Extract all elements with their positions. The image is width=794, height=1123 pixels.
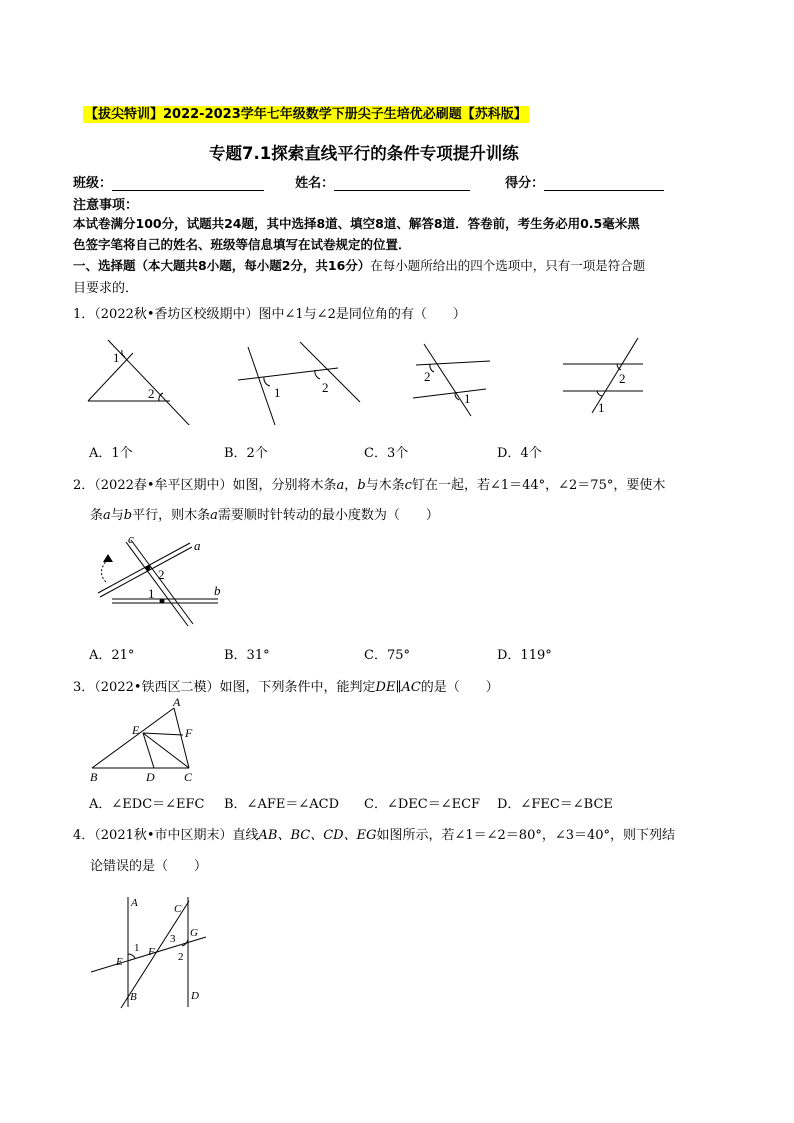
q2-var-c: c [404,478,412,493]
notice-line-1: 本试卷满分100分，试题共24题，其中选择8道、填空8道、解答8道．答卷前，考生务必用0.5毫米黑 [73,216,640,231]
q2-label-a: a [194,538,201,553]
q1-fig1-transversal [108,340,190,425]
q3-option-b[interactable]: B．∠AFE＝∠ACD [224,797,339,812]
q1-fig4-label-1: 1 [598,400,605,415]
q1-fig4-label-2: 2 [619,371,626,386]
q3-stem-a: 3．（2022•铁西区二模）如图，下列条件中，能判定 [73,680,376,695]
q2-var-b-2: b [123,508,133,523]
q4-stem-line-2: 论错误的是（ ） [90,859,208,874]
q2-var-a: a [336,478,345,493]
q2-stick-c-edge2 [131,540,193,624]
section-1-rest: 在每小题所给出的四个选项中，只有一项是符合题 [370,258,646,273]
q2-stem-2c: 平行，则木条 [132,508,211,523]
q1-option-c[interactable]: C．3个 [364,446,409,461]
q4-label-c: C [174,903,182,915]
q2-option-a[interactable]: A．21° [89,648,135,663]
q3-figure [84,696,204,784]
q2-label-b: b [214,583,221,598]
q1-fig3-bottom [413,389,486,398]
q1-option-b[interactable]: B．2个 [224,446,268,461]
q2-var-a-3: a [210,508,218,523]
q4-label-f: F [148,946,155,958]
q1-fig1-label-1: 1 [113,350,120,365]
q3-label-c: C [184,770,193,784]
q1-fig2-arc1 [264,377,270,386]
q1-fig1-left [88,353,133,401]
q2-var-b: b [357,478,366,493]
q1-fig2-left [248,347,275,425]
q2-stem-line-1 [73,474,665,493]
q1-fig3-label-1: 1 [464,391,471,406]
q1-stem: 1．（2022秋•香坊区校级期中）图中∠1与∠2是同位角的有（ ） [73,307,466,322]
q4-label-3: 3 [170,933,176,945]
page-title: 专题7.1探索直线平行的条件专项提升训练 [209,144,519,163]
name-label: 姓名： [295,176,335,191]
q1-fig3-top [416,361,490,365]
q2-stem-1b: 与木条 [365,478,405,493]
q3-label-b: B [90,770,98,784]
notice-line-2: 色签字笔将自己的姓名、班级等信息填写在试卷规定的位置． [73,237,411,252]
q4-stem-line-1 [73,824,675,843]
q3-line-ec [143,733,189,768]
q2-rotation-arrow [101,559,108,582]
q3-stem-var: DE∥AC [375,680,421,695]
q4-label-a: A [131,897,138,909]
q3-line-ed [143,733,154,768]
q2-option-b[interactable]: B．31° [224,648,270,663]
q4-arc-1 [128,954,135,958]
q3-stem [73,676,499,695]
q1-fig2-horizontal [238,368,338,380]
q2-stem-1a: 2．（2022春•牟平区期中）如图，分别将木条 [73,478,337,493]
q4-label-d: D [191,990,199,1002]
q3-stem-b: 的是（ ） [420,680,499,695]
q2-arrow-head [103,554,113,562]
q4-stem-1a: 4．（2021秋•市中区期末）直线 [73,828,259,843]
q1-fig2-right [300,342,360,402]
q3-label-d: D [146,770,155,784]
q4-stem-var: AB、BC、CD、EG [258,828,377,843]
class-field[interactable] [112,177,264,191]
q2-label-1: 1 [148,586,155,601]
q4-figure [86,892,216,1014]
q2-stem-2b: 与 [110,508,124,523]
q3-label-a: A [173,696,181,709]
q2-nail-bottom [160,599,165,604]
q4-label-e: E [116,956,123,968]
q4-label-b: B [130,991,137,1003]
q2-option-d[interactable]: D．119° [497,648,552,663]
banner [83,103,529,122]
q4-label-2: 2 [178,951,184,963]
q4-stem-1b: 如图所示，若∠1＝∠2＝80°，∠3＝40°，则下列结 [376,828,676,843]
q1-fig2-label-2: 2 [322,380,329,395]
q1-fig3-label-2: 2 [424,369,431,384]
score-label: 得分： [505,176,545,191]
q2-figure [88,532,238,634]
class-label: 班级： [73,176,113,191]
notice-heading: 注意事项： [73,198,139,213]
q1-fig4-arc2 [597,391,602,396]
q1-option-d[interactable]: D．4个 [497,446,542,461]
score-field[interactable] [544,177,664,191]
q2-stem-line-2 [90,504,439,523]
q1-fig1-arc1 [122,350,125,357]
section-1-bold: 一、选择题（本大题共8小题，每小题2分，共16分） [73,258,371,273]
banner-text: 【拔尖特训】2022-2023学年七年级数学下册尖子生培优必刷题【苏科版】 [85,107,527,122]
q3-label-f: F [185,726,193,740]
q3-label-e: E [132,723,140,737]
q4-label-1: 1 [134,942,140,954]
q2-option-c[interactable]: C．75° [364,648,410,663]
q2-stem-1c: 钉在一起，若∠1＝44°，∠2＝75°，要使木 [411,478,666,493]
q3-line-ef [143,733,183,735]
q2-sep: ， [344,478,358,493]
q3-option-d[interactable]: D．∠FEC＝∠BCE [497,797,613,812]
q1-fig2-arc2 [315,370,320,379]
q2-stem-2a: 条 [90,508,104,523]
section-1-heading [73,256,645,274]
q3-line-ba [92,708,174,768]
q4-arc-2 [182,939,188,946]
section-1-line-2: 目要求的． [73,281,139,296]
q2-stem-2d: 需要顺时针转动的最小度数为（ ） [217,508,439,523]
q2-stick-a-edge2 [100,547,192,597]
info-row [73,172,664,191]
name-field[interactable] [334,177,470,191]
q2-label-2: 2 [158,567,165,582]
q3-option-a[interactable]: A．∠EDC＝∠EFC [89,797,205,812]
q2-nail-top [146,566,151,571]
q2-label-c: c [128,532,134,546]
q1-fig2-label-1: 1 [274,385,281,400]
q2-var-a-2: a [103,508,111,523]
q3-option-c[interactable]: C．∠DEC＝∠ECF [364,797,481,812]
q1-figures [78,330,658,425]
q2-stick-a-edge1 [98,543,190,593]
q1-option-a[interactable]: A．1个 [89,446,133,461]
q4-label-g: G [190,927,198,939]
q1-fig1-label-2: 2 [148,386,155,401]
